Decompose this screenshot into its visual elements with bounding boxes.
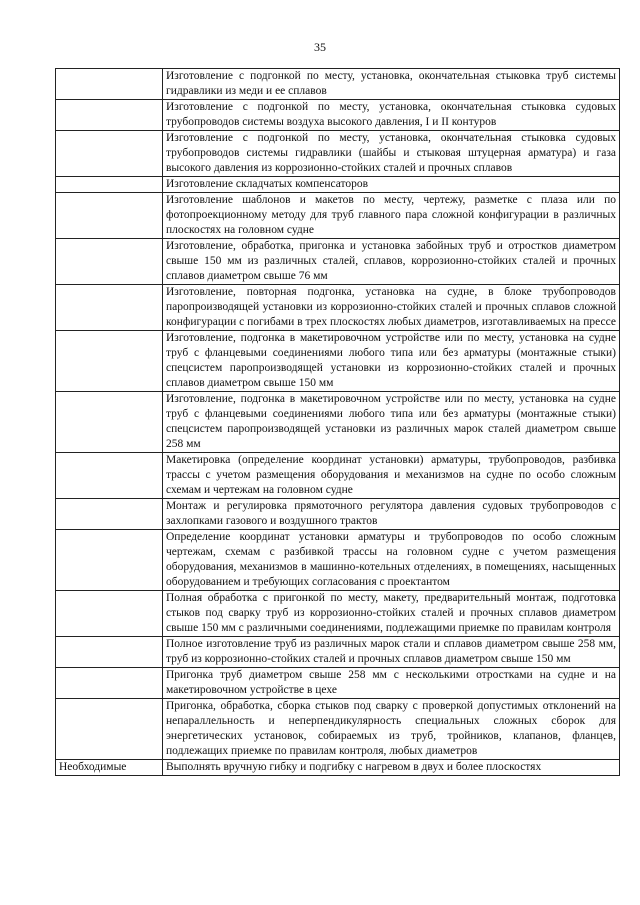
- table-row: [56, 177, 620, 193]
- work-description-cell: Пригонка труб диаметром свыше 258 мм с несколькими отростками на судне и на макетировочном устройстве в цехе: [163, 668, 620, 699]
- work-description-cell: Изготовление с подгонкой по месту, установка, окончательная стыковка труб системы гидравлики из меди и ее сплавов: [163, 69, 620, 100]
- section-cell: [56, 699, 163, 760]
- work-description-cell: Полное изготовление труб из различных марок стали и сплавов диаметром свыше 258 мм, труб из коррозионно-стойких сталей и прочных сплавов диаметром свыше 150 мм: [163, 637, 620, 668]
- section-cell: [56, 499, 163, 530]
- table-body: [56, 69, 620, 776]
- table-row: [56, 453, 620, 499]
- work-description-cell: Полная обработка с пригонкой по месту, макету, предварительный монтаж, подготовка стыков под сварку труб из коррозионно-стойких сталей и прочных сплавов диаметром свыше 150 мм с различными соединениями, подлежащими приемке по правилам контроля: [163, 591, 620, 637]
- work-description-cell: Изготовление, повторная подгонка, установка на судне, в блоке трубопроводов паропроизводящей установки из коррозионно-стойких сталей и прочных сплавов сложной конфигурации с погибами в трех плоскостях любых диаметров, изготавливаемых на прессе: [163, 285, 620, 331]
- section-cell: [56, 453, 163, 499]
- table-row: [56, 760, 620, 776]
- section-cell: [56, 69, 163, 100]
- work-description-cell: Определение координат установки арматуры и трубопроводов по особо сложным чертежам, схемам с разбивкой трассы на головном судне с учетом размещения оборудования, механизмов в машинно-котельных отделениях, в помещениях, насыщенных оборудованием и требующих согласования с проектантом: [163, 530, 620, 591]
- section-cell: [56, 131, 163, 177]
- table-row: [56, 331, 620, 392]
- page-number: 35: [314, 40, 326, 54]
- section-cell: Необходимые: [56, 760, 163, 776]
- work-description-cell: Макетировка (определение координат установки) арматуры, трубопроводов, разбивка трассы с учетом размещения оборудования и механизмов на судне по особо сложным схемам и чертежам на головном судне: [163, 453, 620, 499]
- section-cell: [56, 239, 163, 285]
- work-description-cell: Изготовление с подгонкой по месту, установка, окончательная стыковка судовых трубопроводов системы гидравлики (шайбы и стыковая штуцерная арматура) и газа высокого давления из коррозионно-стойких сталей и прочных сплавов: [163, 131, 620, 177]
- table-row: [56, 69, 620, 100]
- section-cell: [56, 637, 163, 668]
- table-row: [56, 239, 620, 285]
- work-description-cell: Изготовление, подгонка в макетировочном устройстве или по месту, установка на судне труб с фланцевыми соединениями любого типа или без арматуры (монтажные стыки) спецсистем паропроизводящей установки из коррозионно-стойких сталей и прочных сплавов диаметром свыше 150 мм: [163, 331, 620, 392]
- table-row: [56, 392, 620, 453]
- section-cell: [56, 331, 163, 392]
- section-cell: [56, 668, 163, 699]
- work-description-cell: Изготовление, обработка, пригонка и установка забойных труб и отростков диаметром свыше 150 мм из различных сталей, сплавов, коррозионно-стойких сталей и прочных сплавов диаметром свыше 76 мм: [163, 239, 620, 285]
- table-row: [56, 499, 620, 530]
- requirements-table: [55, 68, 620, 776]
- table-row: [56, 131, 620, 177]
- table-row: [56, 637, 620, 668]
- work-description-cell: Изготовление складчатых компенсаторов: [163, 177, 620, 193]
- work-description-cell: Изготовление с подгонкой по месту, установка, окончательная стыковка судовых трубопроводов системы воздуха высокого давления, I и II контуров: [163, 100, 620, 131]
- table-row: [56, 193, 620, 239]
- table-row: [56, 285, 620, 331]
- section-cell: [56, 100, 163, 131]
- table-row: [56, 100, 620, 131]
- section-cell: [56, 285, 163, 331]
- work-description-cell: Пригонка, обработка, сборка стыков под сварку с проверкой допустимых отклонений на непараллельность и неперпендикулярность специальных сложных сборок для энергетических установок, собираемых из труб, тройников, клапанов, фланцев, подлежащих приемке по правилам контроля, любых диаметров: [163, 699, 620, 760]
- section-cell: [56, 177, 163, 193]
- table-row: [56, 668, 620, 699]
- work-description-cell: Изготовление, подгонка в макетировочном устройстве или по месту, установка на судне труб с фланцевыми соединениями любого типа или без арматуры (монтажные стыки) спецсистем паропроизводящей установки из различных марок сталей диаметром свыше 258 мм: [163, 392, 620, 453]
- work-description-cell: Выполнять вручную гибку и подгибку с нагревом в двух и более плоскостях: [163, 760, 620, 776]
- table-row: [56, 530, 620, 591]
- section-cell: [56, 591, 163, 637]
- work-description-cell: Изготовление шаблонов и макетов по месту, чертежу, разметке с плаза или по фотопроекционному методу для труб главного пара сложной конфигурации в различных плоскостях на головном судне: [163, 193, 620, 239]
- section-cell: [56, 193, 163, 239]
- table-row: [56, 699, 620, 760]
- section-cell: [56, 392, 163, 453]
- work-description-cell: Монтаж и регулировка прямоточного регулятора давления судовых трубопроводов с захлопками газового и воздушного трактов: [163, 499, 620, 530]
- section-cell: [56, 530, 163, 591]
- table-row: [56, 591, 620, 637]
